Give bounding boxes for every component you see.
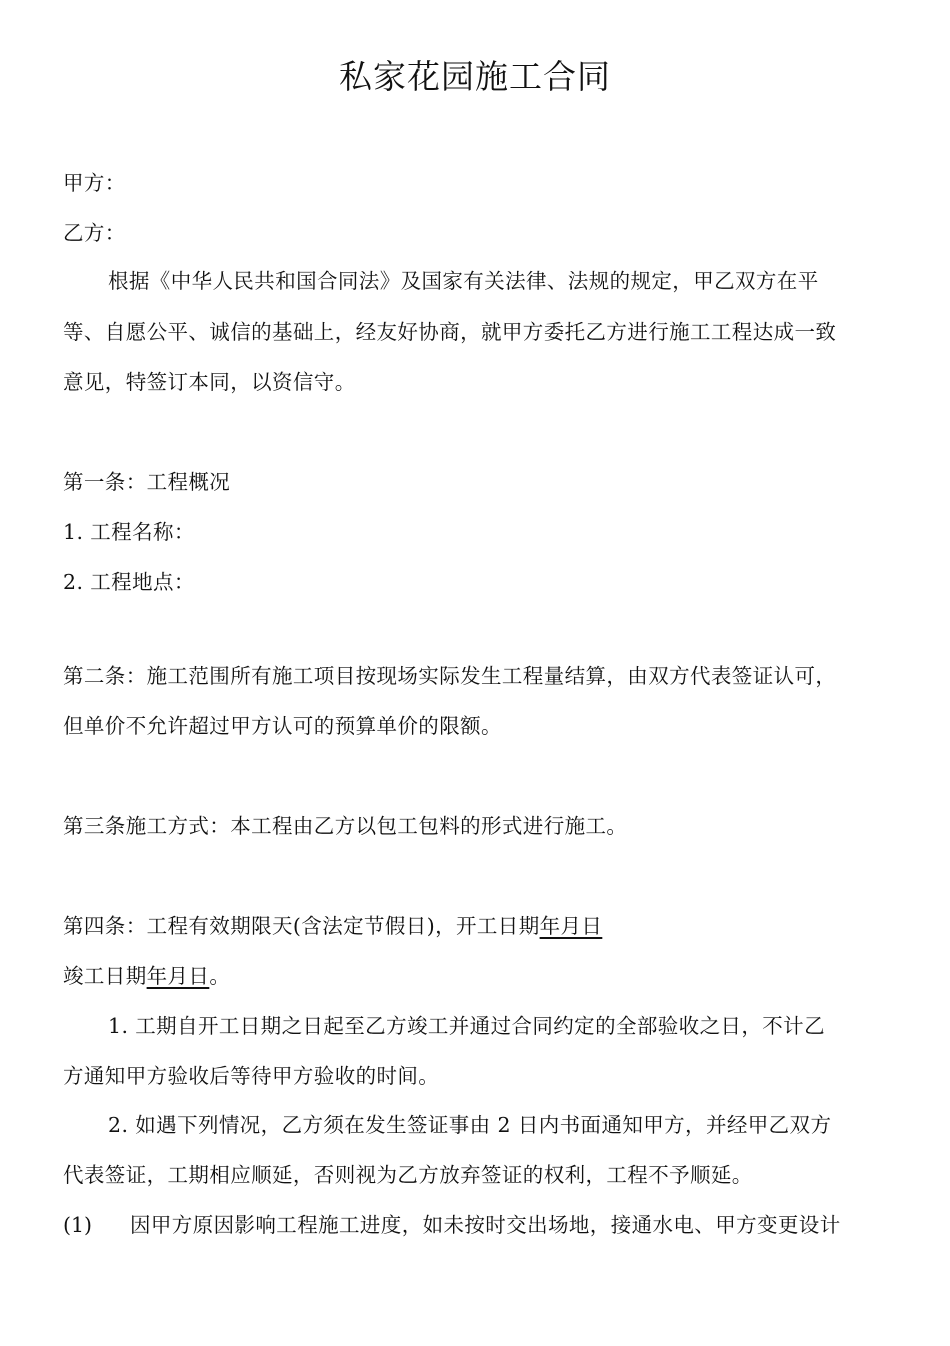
article1-item-location: 2. 工程地点： bbox=[63, 570, 195, 594]
preamble-line: 根据《中华人民共和国合同法》及国家有关法律、法规的规定，甲乙双方在平 bbox=[108, 269, 819, 293]
article2-line: 但单价不允许超过甲方认可的预算单价的限额。 bbox=[63, 714, 502, 738]
article1-item-name: 1. 工程名称： bbox=[63, 520, 195, 544]
article4-line2 bbox=[63, 961, 230, 991]
article2-line: 第二条：施工范围所有施工项目按现场实际发生工程量结算，由双方代表签证认可， bbox=[63, 664, 837, 688]
clause2-line: 2. 如遇下列情况，乙方须在发生签证事由 2 日内书面通知甲方，并经甲乙双方 bbox=[108, 1113, 832, 1137]
preamble-line: 等、自愿公平、诚信的基础上，经友好协商，就甲方委托乙方进行施工工程达成一致 bbox=[63, 320, 837, 344]
clause1-line: 1. 工期自开工日期之日起至乙方竣工并通过合同约定的全部验收之日，不计乙 bbox=[108, 1014, 825, 1038]
article3-line: 第三条施工方式：本工程由乙方以包工包料的形式进行施工。 bbox=[63, 814, 628, 838]
document-title: 私家花园施工合同 bbox=[339, 57, 611, 96]
sub-item-number: (1) bbox=[63, 1213, 93, 1237]
party-b-label: 乙方： bbox=[63, 221, 126, 245]
completion-date-blank: 年月日 bbox=[146, 964, 210, 988]
completion-date-label: 竣工日期 bbox=[63, 964, 147, 988]
article4-line1 bbox=[63, 911, 602, 941]
preamble-line: 意见，特签订本同，以资信守。 bbox=[63, 370, 356, 394]
clause1-line: 方通知甲方验收后等待甲方验收的时间。 bbox=[63, 1064, 440, 1088]
clause2-line: 代表签证，工期相应顺延，否则视为乙方放弃签证的权利，工程不予顺延。 bbox=[63, 1163, 753, 1187]
party-a-label: 甲方： bbox=[63, 171, 126, 195]
article1-heading: 第一条：工程概况 bbox=[63, 470, 231, 494]
start-date-blank: 年月日 bbox=[539, 914, 603, 938]
punctuation: 。 bbox=[209, 964, 231, 988]
article4-prefix: 第四条：工程有效期限天(含法定节假日)，开工日期 bbox=[63, 914, 540, 938]
sub-item-text: 因甲方原因影响工程施工进度，如未按时交出场地，接通水电、甲方变更设计 bbox=[130, 1213, 841, 1237]
